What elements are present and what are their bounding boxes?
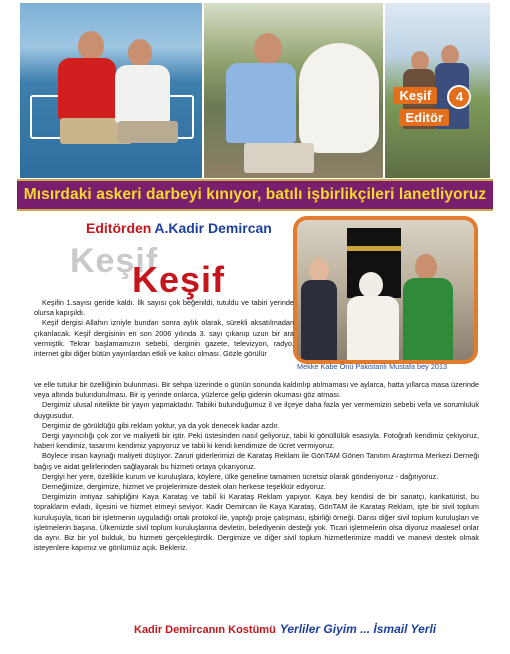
editor-name: A.Kadir Demircan xyxy=(154,220,272,236)
article-paragraph: Dergi yayıncılığı çok zor ve maliyetli bir iştir. Peki üstesinden nasıl geliyoruz, tabii ki gönüllülük esasıyla. Fotoğrafı kendimiz çekiyoruz, haberi kendimiz, tasarımı kendimiz yapıyoruz ve tabii ki kendi kendimize de ücret vermiyoruz. xyxy=(34,431,479,451)
photo-mecca xyxy=(293,216,478,364)
logo-main-text: Keşif xyxy=(132,259,226,300)
badge-kesif: Keşif xyxy=(393,87,437,104)
photo-caption: Mekke Kabe Önü Pakistanlı Mustafa bey 2013 xyxy=(297,362,448,371)
person-green-shirt xyxy=(403,278,453,360)
article-paragraph: Dergimiz ulusal nitelikte bir yayın yapmaktadır. Tabiiki bulunduğumuz il ve ilçeye daha fazla yer vermemizin sebebi vefa ve sorumluluk duygusudur. xyxy=(34,400,479,420)
photo-goat xyxy=(204,3,383,178)
person-legs xyxy=(118,121,178,143)
kaaba-band xyxy=(347,246,401,251)
person-white-shirt xyxy=(115,65,170,123)
photo-fishing xyxy=(385,3,490,178)
person-red-shirt xyxy=(58,58,116,120)
badge-editor: Editör xyxy=(399,109,449,126)
article-paragraph: Dergiyi her yere, özellikle kurum ve kuruluşlara, köylere, ülke geneline tamamen ücretsiz olarak gönderiyoruz - dağıtıyoruz. xyxy=(42,471,439,481)
editor-prefix: Editörden xyxy=(86,220,152,236)
footer-credit xyxy=(134,620,436,638)
person-dark-shirt xyxy=(301,280,337,360)
person-head xyxy=(254,33,282,65)
top-photo-strip xyxy=(20,3,490,178)
person-blue-shirt xyxy=(226,63,296,143)
article-body xyxy=(34,380,479,553)
person-legs xyxy=(244,143,314,173)
footer-costume-label: Kadir Demircanın Kostümü xyxy=(134,624,276,636)
kesif-logo xyxy=(70,242,245,300)
goat xyxy=(299,43,379,153)
badge-issue-number: 4 xyxy=(447,85,471,109)
article-paragraph: Dergimiz de görüldüğü gibi reklam yoktur, ya da yok denecek kadar azdır. xyxy=(42,420,280,430)
person-white-robe xyxy=(347,296,399,360)
article-paragraph: ve elle tutulur bir özelliğinin bulunması. Bir sehpa üzerinde o günün sonunda kaldırılıp atılmaması ve aylarca, hatta yıllarca masa üzerinde veya altında bulundurulması. Bir iş yerinde onlarca, yüzlerce gelip gidenin okuması göz atması. xyxy=(34,380,479,400)
person-head-white xyxy=(359,272,383,298)
headline-text: Mısırdaki askeri darbeyi kınıyor, batılı işbirlikçileri lanetliyoruz xyxy=(23,186,487,203)
editor-byline xyxy=(86,220,272,236)
person-head xyxy=(415,254,437,280)
article-paragraph: Böylece insan kaynağı maliyeti düşüyor. Zaruri giderlerimizi de Karataş Reklam ile GönTAM Gönen Tanıtım Araştırma Merkezi Derneği bağış ve aidat gelirlerinden sağlayarak bu hizmeti ortaya çıkarıyoruz. xyxy=(34,451,479,471)
article-paragraph: Keşif dergisi Allahın izniyle bundan sonra aylık olarak, sürekli aksatılmadan çıkarılacak. Keşif dergisinin en son 2006 yılında 3. sayı çıkanıp uzun bir ara vermiştik. Tekrar başlamamızın sebebi, derginin gazete, televizyon, radyo, internet gibi diğer bütün yayınlardan etkili ve kalıcı olması. Gözle görülür xyxy=(34,318,294,359)
logo-shadow-text: Keşif xyxy=(70,242,159,280)
article-paragraph: Dergimizin imtiyaz sahipliğini Kaya Karataş ve tabiî ki Karataş Reklam yapıyor. Kaya bey kendisi de bir sanatçı, karikatürist, bu toprakların evladı, ilçesini ve hizmet etmeyi seviyor. Kadir Demircan ile Kaya Karataş, GönTAM ile Karataş Reklam, işte bir sivil toplum kuruluşuyla, ticari bir işletmenin uyguladığı ortak protokol ile, yaptığı proje çalışması, işbirliği örneği. Darısı diğer sivil toplum kuruluşları ve işletmelerin başına. Ülkemizde sivil toplum kuruluşlarına devletin, belediyenin desteği yok. Ticari işletmelerin olsa diyoruz maalesef onlar da aynı. Biz bir yol bulduk, bu hizmeti gerçekleştirdik. Dergimize ve diğer sivil toplum hizmetlerimize maddi ve manevi destek olmak isteyenlere kapımız ve gönlümüz açık. Bekleriz. xyxy=(34,492,479,553)
person-head xyxy=(128,39,152,67)
person-head xyxy=(309,258,329,282)
article-paragraph: Derneğimize, dergimize, hizmet ve projelerimize destek olan herkese teşekkür ediyoruz. xyxy=(42,482,326,492)
article-paragraph: Keşifin 1.sayısı geride kaldı. İlk sayısı çok beğenildi, tutuldu ve tabiri yerinde olursa kapışıldı. xyxy=(34,298,294,318)
headline-banner xyxy=(17,179,493,211)
article-intro xyxy=(34,298,294,359)
person-head xyxy=(411,51,429,71)
person-head xyxy=(441,45,459,65)
person-head xyxy=(78,31,104,61)
photo-boat-interview xyxy=(20,3,202,178)
footer-sponsor: Yerliler Giyim ... İsmail Yerli xyxy=(279,622,437,636)
